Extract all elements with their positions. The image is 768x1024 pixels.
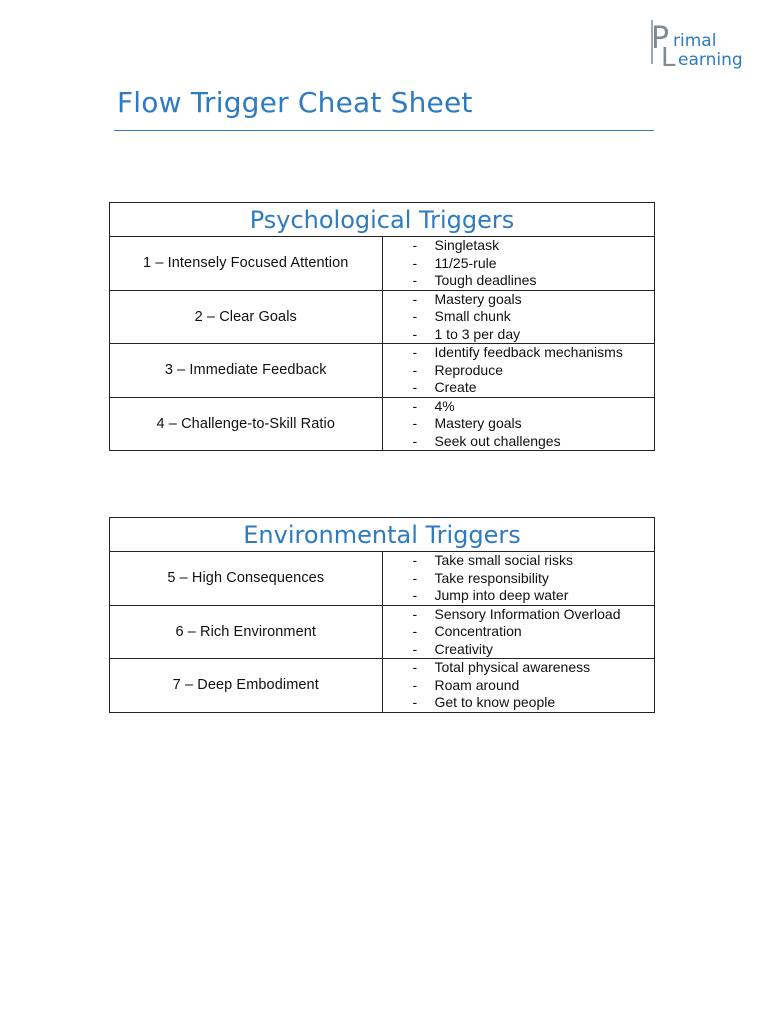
list-item: - Creativity	[383, 641, 655, 659]
list-item: - Take small social risks	[383, 552, 655, 570]
trigger-name: 3 – Immediate Feedback	[110, 344, 383, 398]
section-heading: Environmental Triggers	[110, 518, 655, 552]
environmental-triggers-table	[109, 517, 655, 713]
title-divider	[114, 130, 654, 131]
section-heading: Psychological Triggers	[110, 203, 655, 237]
primal-learning-logo	[648, 18, 748, 70]
table-row	[110, 344, 655, 398]
trigger-name: 7 – Deep Embodiment	[110, 659, 383, 713]
list-item: - Small chunk	[383, 308, 655, 326]
list-item: - Mastery goals	[383, 415, 655, 433]
table-row	[110, 605, 655, 659]
trigger-name: 1 – Intensely Focused Attention	[110, 237, 383, 291]
list-item: - 11/25-rule	[383, 255, 655, 273]
logo-word-earning: earning	[678, 50, 743, 70]
trigger-tips	[382, 552, 655, 606]
logo-word-rimal: rimal	[673, 31, 717, 51]
trigger-name: 5 – High Consequences	[110, 552, 383, 606]
list-item: - Mastery goals	[383, 291, 655, 309]
tips-list	[383, 237, 655, 290]
tips-list	[383, 659, 655, 712]
list-item: - Jump into deep water	[383, 587, 655, 605]
tips-list	[383, 606, 655, 659]
trigger-name: 2 – Clear Goals	[110, 290, 383, 344]
table-row	[110, 237, 655, 291]
table-row	[110, 659, 655, 713]
trigger-name: 4 – Challenge-to-Skill Ratio	[110, 397, 383, 451]
list-item: - Tough deadlines	[383, 272, 655, 290]
list-item: - Roam around	[383, 677, 655, 695]
tips-list	[383, 552, 655, 605]
tips-list	[383, 398, 655, 451]
trigger-tips	[382, 290, 655, 344]
page-title: Flow Trigger Cheat Sheet	[117, 86, 473, 119]
list-item: - 1 to 3 per day	[383, 326, 655, 344]
list-item: - Create	[383, 379, 655, 397]
list-item: - Sensory Information Overload	[383, 606, 655, 624]
psychological-triggers-table	[109, 202, 655, 451]
tips-list	[383, 291, 655, 344]
primal-learning-logo-mark	[648, 18, 748, 70]
list-item: - Reproduce	[383, 362, 655, 380]
list-item: - Get to know people	[383, 694, 655, 712]
logo-letter-l: L	[661, 43, 676, 70]
trigger-tips	[382, 237, 655, 291]
list-item: - Concentration	[383, 623, 655, 641]
trigger-tips	[382, 344, 655, 398]
list-item: - 4%	[383, 398, 655, 416]
table-row	[110, 552, 655, 606]
trigger-tips	[382, 397, 655, 451]
logo-letter-p: P	[651, 21, 670, 56]
list-item: - Seek out challenges	[383, 433, 655, 451]
table-row	[110, 290, 655, 344]
trigger-name: 6 – Rich Environment	[110, 605, 383, 659]
table-row	[110, 397, 655, 451]
list-item: - Identify feedback mechanisms	[383, 344, 655, 362]
list-item: - Total physical awareness	[383, 659, 655, 677]
trigger-tips	[382, 659, 655, 713]
tips-list	[383, 344, 655, 397]
trigger-tips	[382, 605, 655, 659]
list-item: - Singletask	[383, 237, 655, 255]
list-item: - Take responsibility	[383, 570, 655, 588]
